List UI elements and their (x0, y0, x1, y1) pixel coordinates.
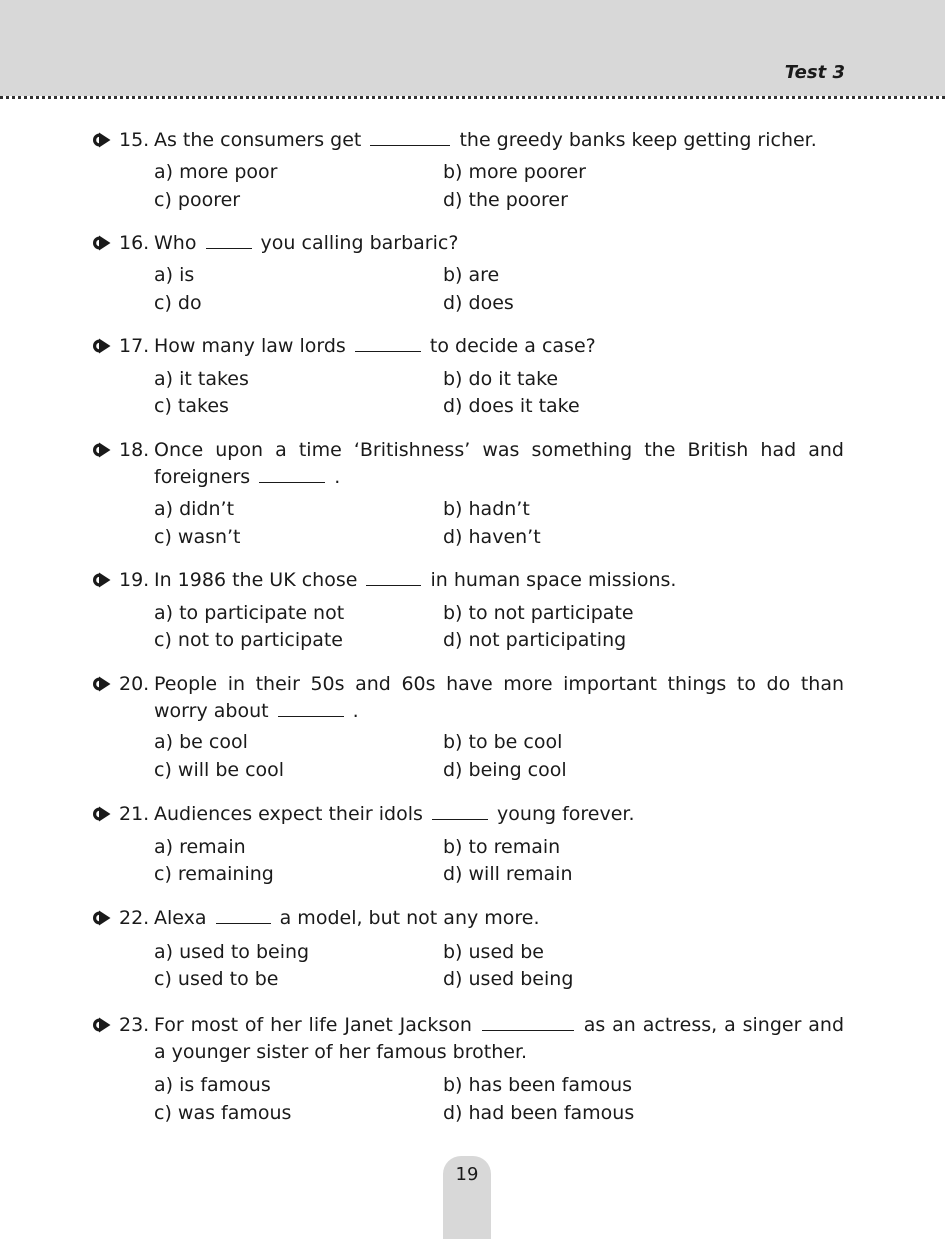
question-text: 20. People in their 50s and 60s have more important things to do than (119, 671, 844, 698)
option-d[interactable]: d) the poorer (443, 189, 568, 211)
answer-blank (206, 232, 252, 249)
option-d[interactable]: d) will remain (443, 863, 573, 885)
option-c[interactable]: c) will be cool (154, 759, 285, 781)
answer-blank (259, 466, 325, 483)
option-d[interactable]: d) does (443, 292, 514, 314)
option-c[interactable]: c) was famous (154, 1102, 292, 1124)
option-b[interactable]: b) to not participate (443, 602, 634, 624)
answer-blank (216, 907, 271, 924)
answer-blank (278, 700, 344, 717)
question-text: 18. Once upon a time ‘Britishness’ was something the British had and (119, 437, 844, 464)
answer-blank (370, 129, 450, 146)
option-c[interactable]: c) remaining (154, 863, 274, 885)
arrow-icon (93, 805, 111, 823)
answer-blank (432, 803, 488, 820)
question-text: 22. Alexa a model, but not any more. (119, 905, 844, 932)
option-a[interactable]: a) more poor (154, 161, 278, 183)
option-a[interactable]: a) remain (154, 836, 246, 858)
arrow-icon (93, 1016, 111, 1034)
option-d[interactable]: d) not participating (443, 629, 627, 651)
option-c[interactable]: c) not to participate (154, 629, 343, 651)
option-d[interactable]: d) used being (443, 968, 574, 990)
option-c[interactable]: c) used to be (154, 968, 279, 990)
answer-blank (366, 569, 421, 586)
option-a[interactable]: a) used to being (154, 941, 310, 963)
question-number: 15. (119, 129, 150, 151)
question-text: 21. Audiences expect their idols young forever. (119, 801, 844, 828)
question-text: 17. How many law lords to decide a case? (119, 333, 844, 360)
option-b[interactable]: b) to be cool (443, 731, 563, 753)
question-text: 19. In 1986 the UK chose in human space missions. (119, 567, 844, 594)
arrow-icon (93, 131, 111, 149)
arrow-icon (93, 234, 111, 252)
option-b[interactable]: b) hadn’t (443, 498, 530, 520)
arrow-icon (93, 909, 111, 927)
option-c[interactable]: c) wasn’t (154, 526, 241, 548)
question-text: 15. As the consumers get the greedy banks keep getting richer. (119, 127, 844, 154)
question-text: 16. Who you calling barbaric? (119, 230, 844, 257)
answer-blank (355, 335, 421, 352)
option-c[interactable]: c) do (154, 292, 202, 314)
dotted-divider (0, 96, 945, 99)
page-number: 19 (455, 1164, 479, 1185)
option-a[interactable]: a) is famous (154, 1074, 271, 1096)
question-number: 17. (119, 335, 150, 357)
question-number: 18. (119, 439, 150, 461)
option-b[interactable]: b) more poorer (443, 161, 586, 183)
option-d[interactable]: d) haven’t (443, 526, 541, 548)
question-text-continued: a younger sister of her famous brother. (154, 1041, 528, 1063)
option-d[interactable]: d) does it take (443, 395, 580, 417)
question-number: 22. (119, 907, 150, 929)
test-title: Test 3 (784, 62, 845, 83)
question-text-continued: worry about . (154, 700, 359, 722)
option-d[interactable]: d) had been famous (443, 1102, 635, 1124)
option-a[interactable]: a) be cool (154, 731, 248, 753)
option-d[interactable]: d) being cool (443, 759, 567, 781)
option-b[interactable]: b) has been famous (443, 1074, 633, 1096)
question-number: 23. (119, 1014, 150, 1036)
option-b[interactable]: b) do it take (443, 368, 559, 390)
option-b[interactable]: b) used be (443, 941, 544, 963)
arrow-icon (93, 571, 111, 589)
question-number: 16. (119, 232, 150, 254)
option-c[interactable]: c) takes (154, 395, 229, 417)
option-a[interactable]: a) it takes (154, 368, 249, 390)
arrow-icon (93, 441, 111, 459)
arrow-icon (93, 337, 111, 355)
question-number: 19. (119, 569, 150, 591)
question-text-continued: foreigners . (154, 466, 341, 488)
question-text: 23. For most of her life Janet Jackson as an actress, a singer and (119, 1012, 844, 1039)
question-number: 21. (119, 803, 150, 825)
option-c[interactable]: c) poorer (154, 189, 241, 211)
answer-blank (482, 1014, 574, 1031)
option-a[interactable]: a) to participate not (154, 602, 345, 624)
question-number: 20. (119, 673, 150, 695)
arrow-icon (93, 675, 111, 693)
option-a[interactable]: a) didn’t (154, 498, 235, 520)
option-b[interactable]: b) to remain (443, 836, 561, 858)
option-b[interactable]: b) are (443, 264, 500, 286)
option-a[interactable]: a) is (154, 264, 195, 286)
